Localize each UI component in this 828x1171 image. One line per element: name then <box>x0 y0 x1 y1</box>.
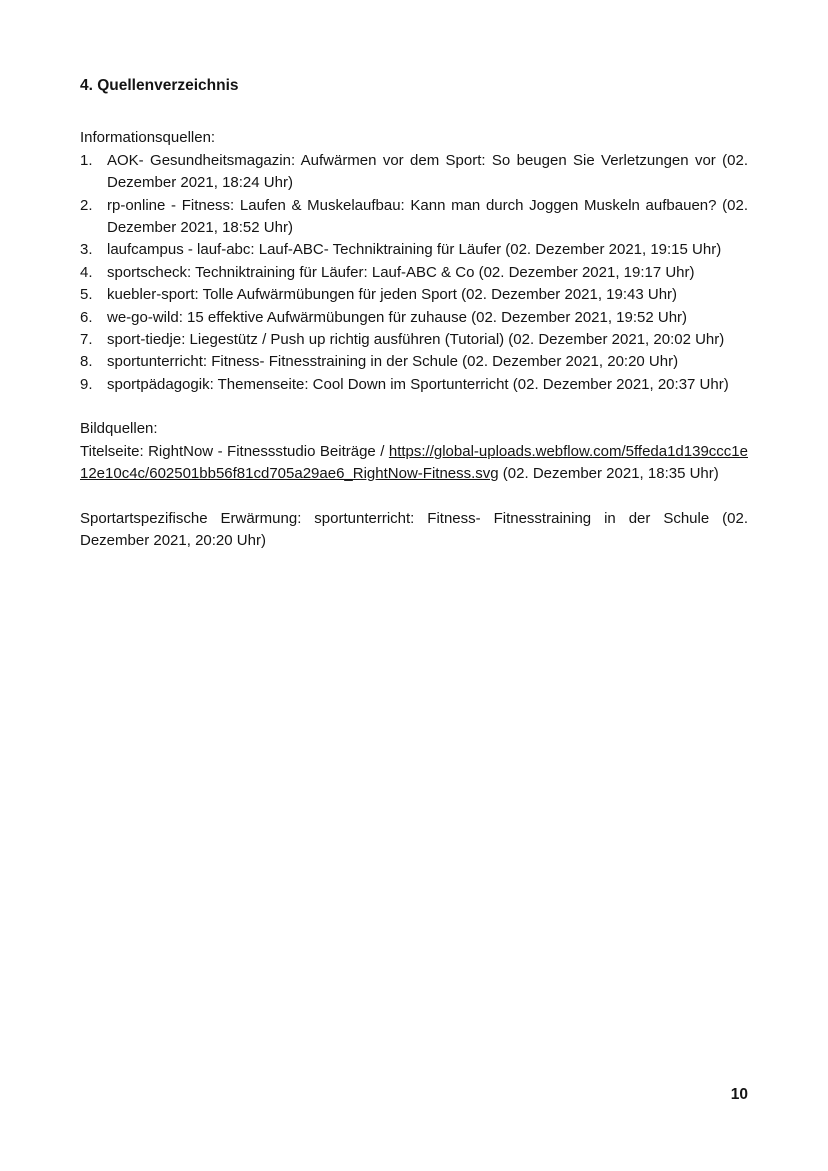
source-list-item <box>80 307 748 329</box>
list-item-number: 7. <box>80 331 93 349</box>
list-item-number: 5. <box>80 286 93 304</box>
list-item-text: we-go-wild: 15 effektive Aufwärmübungen für zuhause (02. Dezember 2021, 19:52 Uhr) <box>107 308 688 326</box>
list-item-number: 1. <box>80 151 93 169</box>
list-item-text: AOK- Gesundheitsmagazin: Aufwärmen vor dem Sport: So beugen Sie Verletzungen vor (02. Dezember 2021, 18:24 Uhr) <box>107 151 748 192</box>
list-item-number: 2. <box>80 196 93 214</box>
source-list-item <box>80 150 748 195</box>
list-item-number: 9. <box>80 375 93 393</box>
source-list-item <box>80 239 748 261</box>
titelseite-link[interactable]: https://global-uploads.webflow.com/5ffeda1d139ccc1e12e10c4c/602501bb56f81cd705a29ae6_RightNow-Fitness.svg <box>80 442 748 483</box>
list-item-text: sportpädagogik: Themenseite: Cool Down im Sportunterricht (02. Dezember 2021, 20:37 Uhr) <box>107 375 729 393</box>
source-list-item <box>80 374 748 396</box>
sportart-paragraph: Sportartspezifische Erwärmung: sportunterricht: Fitness- Fitnesstraining in der Schule (02. Dezember 2021, 20:20 Uhr) <box>80 509 748 549</box>
source-list <box>80 150 748 396</box>
titelseite-paragraph <box>80 441 748 486</box>
titelseite-text-prefix: Titelseite: RightNow - Fitnessstudio Beiträge / <box>80 442 389 460</box>
source-list-item <box>80 195 748 240</box>
list-item-text: rp-online - Fitness: Laufen & Muskelaufbau: Kann man durch Joggen Muskeln aufbauen? (02. Dezember 2021, 18:52 Uhr) <box>107 196 748 237</box>
titelseite-text-suffix: (02. Dezember 2021, 18:35 Uhr) <box>498 465 719 483</box>
source-list-item <box>80 329 748 351</box>
list-item-text: sport-tiedje: Liegestütz / Push up richtig ausführen (Tutorial) (02. Dezember 2021, 20:02 Uhr) <box>107 331 725 349</box>
bildquellen-label: Bildquellen: <box>80 420 158 438</box>
list-item-text: sportunterricht: Fitness- Fitnesstraining in der Schule (02. Dezember 2021, 20:20 Uhr) <box>107 353 679 371</box>
list-item-number: 8. <box>80 353 93 371</box>
source-list-item <box>80 262 748 284</box>
list-item-number: 3. <box>80 241 93 259</box>
list-item-text: kuebler-sport: Tolle Aufwärmübungen für jeden Sport (02. Dezember 2021, 19:43 Uhr) <box>107 286 678 304</box>
list-item-text: sportscheck: Techniktraining für Läufer: Lauf-ABC & Co (02. Dezember 2021, 19:17 Uhr) <box>107 263 695 281</box>
source-list-item <box>80 284 748 306</box>
page-content <box>80 75 748 552</box>
page-number: 10 <box>730 1086 748 1103</box>
list-item-number: 4. <box>80 263 93 281</box>
informationsquellen-label: Informationsquellen: <box>80 129 216 147</box>
list-item-number: 6. <box>80 308 93 326</box>
section-heading: 4. Quellenverzeichnis <box>80 77 239 94</box>
source-list-item <box>80 351 748 373</box>
list-item-text: laufcampus - lauf-abc: Lauf-ABC- Techniktraining für Läufer (02. Dezember 2021, 19:15 Uhr) <box>107 241 722 259</box>
